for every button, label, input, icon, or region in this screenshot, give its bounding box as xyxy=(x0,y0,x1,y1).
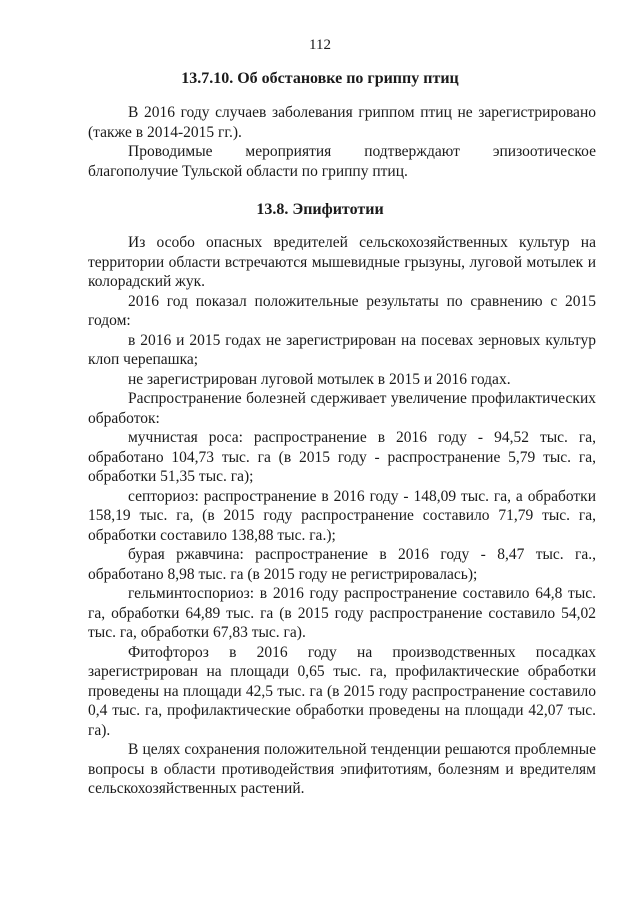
paragraph: не зарегистрирован луговой мотылек в 2015 и 2016 годах. xyxy=(128,370,511,388)
paragraph: Из особо опасных вредителей сельскохозяйственных культур на территории области встречаются мышевидные грызуны, луговой мотылек и колорадский жук. xyxy=(88,234,596,290)
section-heading-bird-flu: 13.7.10. Об обстановке по гриппу птиц xyxy=(181,70,459,87)
section-body-bird-flu xyxy=(88,103,596,181)
paragraph: В 2016 году случаев заболевания гриппом птиц не зарегистрировано (также в 2014-2015 гг.). xyxy=(88,104,596,141)
paragraph: Фитофтороз в 2016 году на производственных посадках зарегистрирован на площади 0,65 тыс. га, профилактические обработки проведены на площади 42,5 тыс. га (в 2015 году распространение составило 0,4 тыс. га, профилактические обработки проведены на площади 42,07 тыс. га). xyxy=(88,643,596,739)
paragraph: В целях сохранения положительной тенденции решаются проблемные вопросы в области противодействия эпифитотиям, болезням и вредителям сельскохозяйственных растений. xyxy=(88,741,596,797)
paragraph: Проводимые мероприятия подтверждают эпизоотическое благополучие Тульской области по гриппу птиц. xyxy=(88,143,596,180)
paragraph: мучнистая роса: распространение в 2016 году - 94,52 тыс. га, обработано 104,73 тыс. га (в 2015 году - распространение 5,79 тыс. га, обработки 51,35 тыс. га); xyxy=(88,429,596,485)
section-heading-epiphytotics: 13.8. Эпифитотии xyxy=(256,201,384,218)
paragraph: гельминтоспориоз: в 2016 году распространение составило 64,8 тыс. га, обработки 64,89 тыс. га (в 2015 году распространение составило 54,02 тыс. га, обработки 67,83 тыс. га). xyxy=(88,585,596,641)
paragraph: 2016 год показал положительные результаты по сравнению с 2015 годом: xyxy=(88,292,596,329)
page-number: 112 xyxy=(309,37,331,53)
section-body-epiphytotics xyxy=(88,233,596,799)
paragraph: в 2016 и 2015 годах не зарегистрирован на посевах зерновых культур клоп черепашка; xyxy=(88,331,596,368)
paragraph: бурая ржавчина: распространение в 2016 году - 8,47 тыс. га., обработано 8,98 тыс. га (в 2015 году не регистрировалась); xyxy=(88,546,596,583)
paragraph: септориоз: распространение в 2016 году - 148,09 тыс. га, а обработки 158,19 тыс. га, (в 2015 году распространение составило 71,79 тыс. га, обработки составило 138,88 тыс. га.); xyxy=(88,487,596,544)
paragraph: Распространение болезней сдерживает увеличение профилактических обработок: xyxy=(88,390,596,427)
